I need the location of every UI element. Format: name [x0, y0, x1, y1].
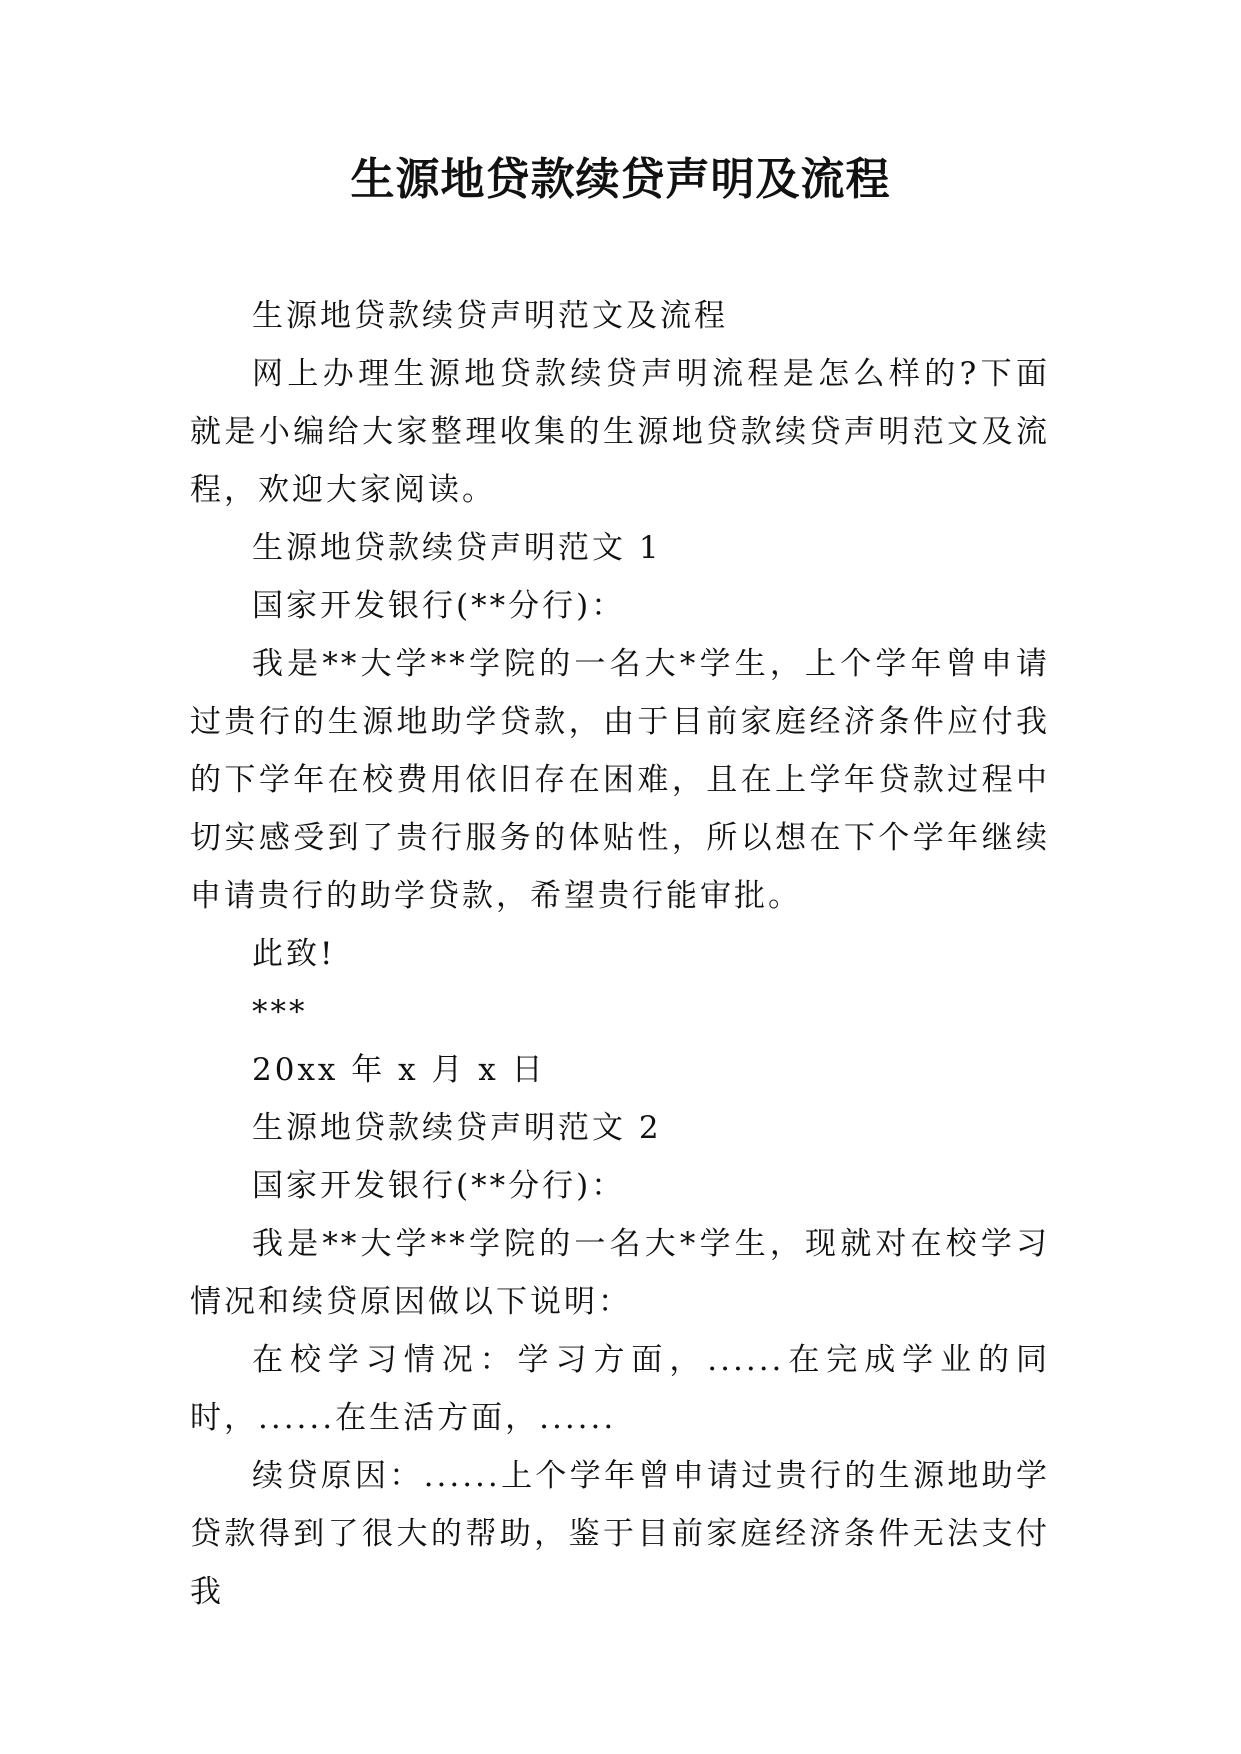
paragraph-sample-2-body: 我是**大学**学院的一名大*学生，现就对在校学习情况和续贷原因做以下说明： [190, 1226, 1050, 1320]
paragraph-closing: 此致! [252, 936, 336, 972]
paragraph-study-status: 在校学习情况：学习方面，......在完成学业的同时，......在生活方面，...... [190, 1342, 1050, 1436]
paragraph-signature: *** [252, 994, 308, 1030]
paragraph-sample-1-body: 我是**大学**学院的一名大*学生，上个学年曾申请过贵行的生源地助学贷款，由于目前家庭经济条件应付我的下学年在校费用依旧存在困难，且在上学年贷款过程中切实感受到了贵行服务的体贴性，所以想在下个学年继续申请贵行的助学贷款，希望贵行能审批。 [190, 646, 1050, 914]
paragraph-salutation-1: 国家开发银行(**分行)： [252, 588, 626, 624]
paragraph-sample-2-heading: 生源地贷款续贷声明范文 2 [252, 1110, 662, 1146]
paragraph-subtitle: 生源地贷款续贷声明范文及流程 [252, 298, 728, 334]
paragraph-date: 20xx 年 x 月 x 日 [252, 1052, 546, 1088]
paragraph-sample-1-heading: 生源地贷款续贷声明范文 1 [252, 530, 662, 566]
document-title: 生源地贷款续贷声明及流程 [350, 154, 891, 205]
paragraph-renewal-reason: 续贷原因：......上个学年曾申请过贵行的生源地助学贷款得到了很大的帮助，鉴于目前家庭经济条件无法支付我 [190, 1458, 1050, 1610]
document-body [190, 287, 1050, 1621]
paragraph-salutation-2: 国家开发银行(**分行)： [252, 1168, 626, 1204]
paragraph-intro: 网上办理生源地贷款续贷声明流程是怎么样的?下面就是小编给大家整理收集的生源地贷款续贷声明范文及流程，欢迎大家阅读。 [190, 356, 1050, 508]
